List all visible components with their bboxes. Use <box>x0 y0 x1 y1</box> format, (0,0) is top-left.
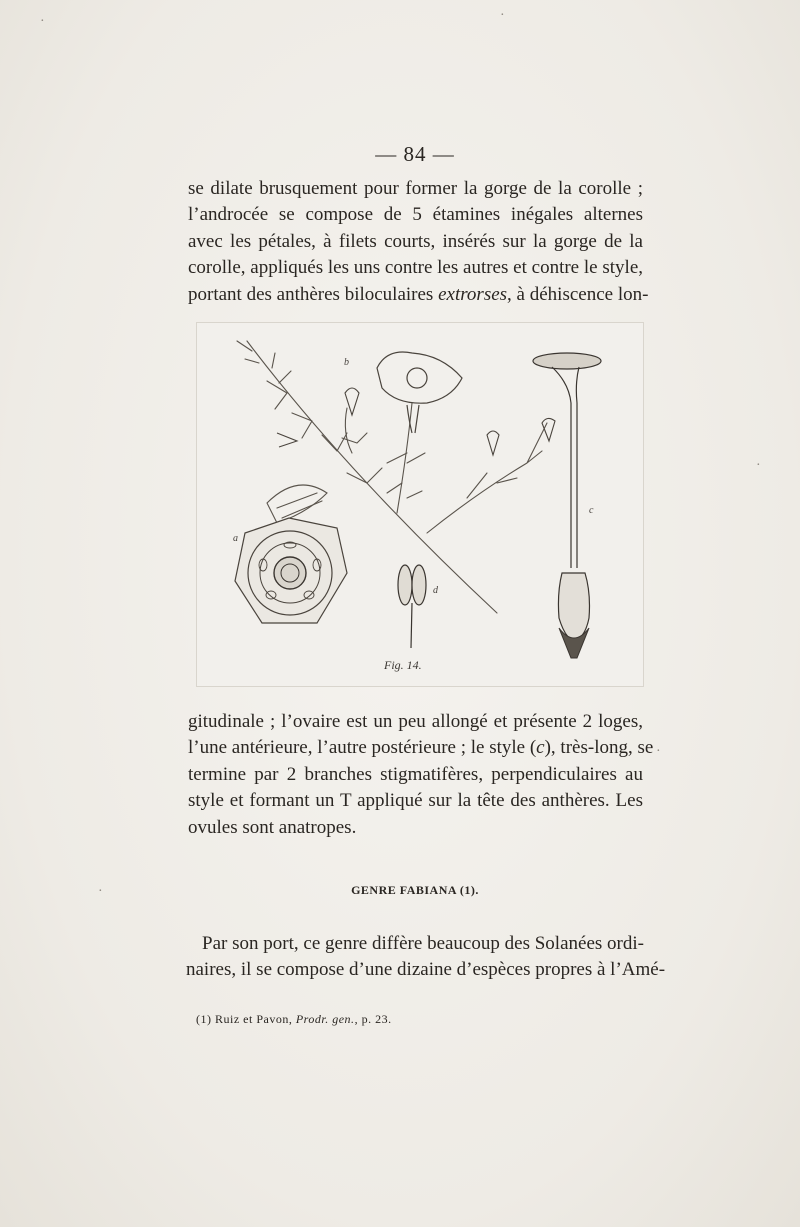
paragraph-androcee <box>188 176 649 308</box>
text-line: corolle, appliqués les uns contre les autres et contre le style, <box>188 257 643 279</box>
bud-branch <box>342 408 367 453</box>
cross-section-a <box>235 518 347 623</box>
figure-label-a: a <box>233 533 238 544</box>
side-branch <box>427 423 547 533</box>
botanical-plate-figure <box>196 322 644 687</box>
text-line: ovules sont anatropes. <box>188 816 357 838</box>
footnote-ref: (1). <box>459 883 479 897</box>
text-line: naires, il se compose d’une dizaine d’espèces propres à l’Amé- <box>186 959 666 981</box>
text-line: Par son port, ce genre diffère beaucoup des Solanées ordi- <box>202 933 644 954</box>
paper-speck: · <box>98 884 103 899</box>
open-flower-b <box>377 352 462 433</box>
figure-caption: Fig. 14. <box>384 658 422 672</box>
italic-term: extrorses <box>438 283 508 305</box>
figure-label-d: d <box>433 585 438 596</box>
stalk-leaves <box>387 453 425 498</box>
text-line: avec les pétales, à filets courts, insérés sur la gorge de la <box>188 230 643 252</box>
detached-corolla <box>267 485 327 523</box>
paragraph-port <box>186 931 666 984</box>
paper-speck: · <box>40 14 45 29</box>
text-line: termine par 2 branches stigmatifères, perpendiculaires au <box>188 763 643 785</box>
anther-d <box>398 565 426 648</box>
italic-term: c <box>536 737 545 759</box>
figure-label-c: c <box>589 505 594 516</box>
leaf-sprigs <box>267 381 382 483</box>
paragraph-ovaire <box>188 709 654 841</box>
text-line: portant des anthères biloculaires extrorses, à déhiscence lon- <box>188 283 649 305</box>
footnote: (1) Ruiz et Pavon, Prodr. gen., p. 23. <box>196 1012 392 1026</box>
text-line: l’androcée se compose de 5 étamines inégales alternes <box>188 204 643 226</box>
text-line: se dilate brusquement pour former la gorge de la corolle ; <box>188 178 643 199</box>
paper-speck: · <box>756 458 761 473</box>
page-number: — 84 — <box>375 142 455 166</box>
figure-label-b: b <box>344 357 349 368</box>
text-line: style et formant un T appliqué sur la tête des anthères. Les <box>188 790 643 812</box>
paper-speck: · <box>500 8 505 23</box>
bud-flower <box>277 388 555 455</box>
botanical-illustration <box>197 323 643 686</box>
paper-speck: · <box>656 744 661 759</box>
text-line: l’une antérieure, l’autre postérieure ; le style (c), très-long, se <box>188 737 654 759</box>
text-line: gitudinale ; l’ovaire est un peu allongé et présente 2 loges, <box>188 711 643 732</box>
section-heading: GENRE FABIANA (1). <box>351 883 479 897</box>
corolla-veins <box>277 493 322 518</box>
top-leaves <box>237 341 291 383</box>
